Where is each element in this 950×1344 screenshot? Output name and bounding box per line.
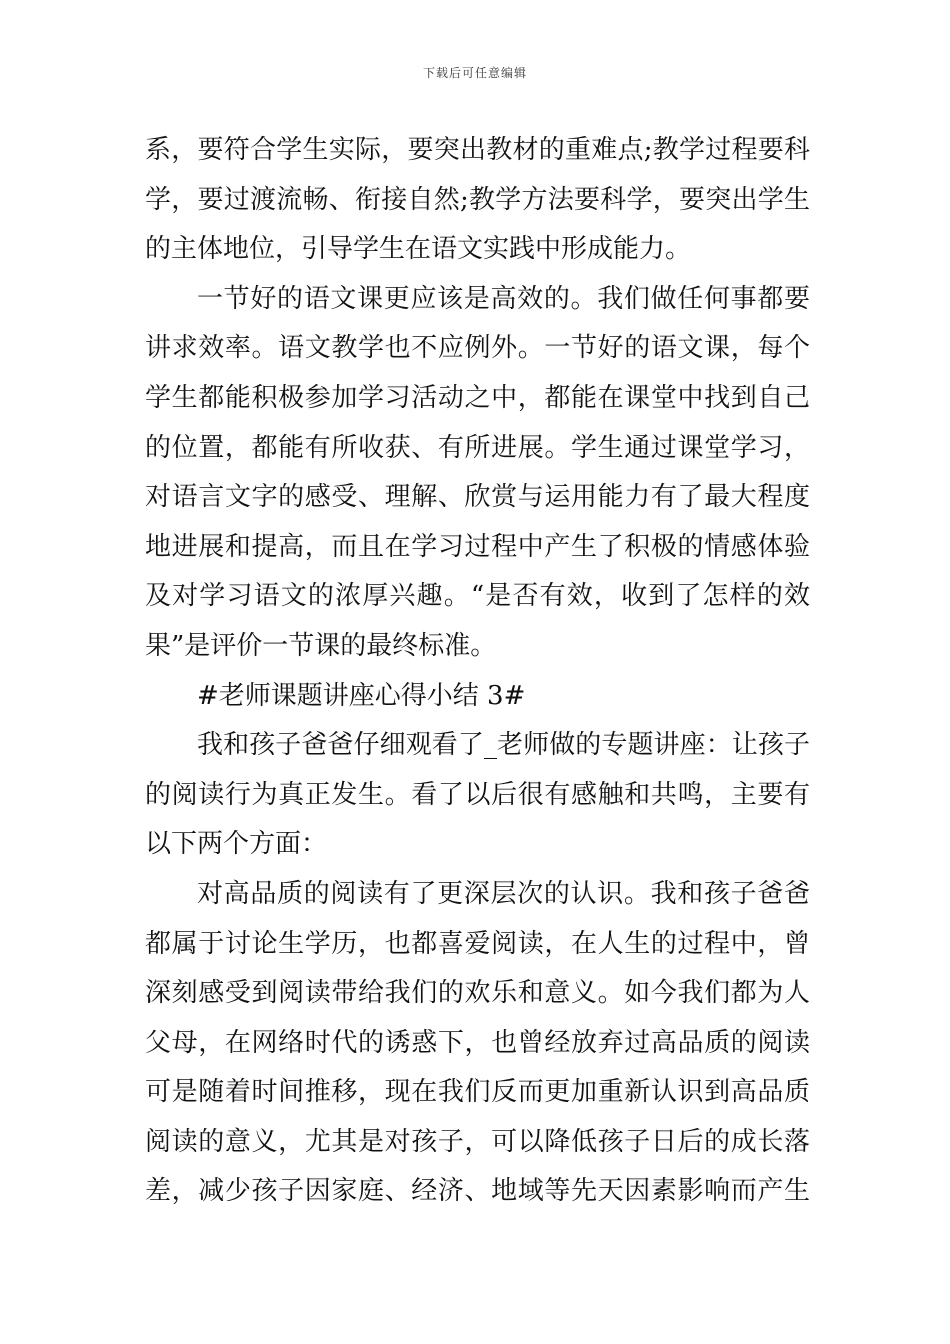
text-line: 的主体地位，引导学生在语文实践中形成能力。	[145, 234, 692, 265]
text-line: 系，要符合学生实际，要突出教材的重难点;教学过程要科	[145, 135, 810, 165]
text-line: 以下两个方面：	[145, 829, 328, 860]
text-line: 可是随着时间推移，现在我们反而更加重新认识到高品质	[145, 1077, 810, 1108]
text-line: 的位置，都能有所收获、有所进展。学生通过课堂学习，	[145, 432, 810, 463]
section-heading: #老师课题讲座心得小结 3#	[197, 680, 526, 711]
text-line: 一节好的语文课更应该是高效的。我们做任何事都要	[197, 283, 810, 314]
text-line: 及对学习语文的浓厚兴趣。“是否有效，收到了怎样的效	[145, 581, 810, 612]
text-line: 深刻感受到阅读带给我们的欢乐和意义。如今我们都为人	[145, 978, 810, 1009]
text-line: 父母，在网络时代的诱惑下，也曾经放弃过高品质的阅读	[145, 1027, 810, 1058]
text-line: 都属于讨论生学历，也都喜爱阅读，在人生的过程中，曾	[145, 928, 810, 959]
text-line: 阅读的意义，尤其是对孩子，可以降低孩子日后的成长落	[145, 1126, 810, 1157]
text-line: 讲求效率。语文教学也不应例外。一节好的语文课，每个	[145, 333, 810, 364]
text-line: 对语言文字的感受、理解、欣赏与运用能力有了最大程度	[145, 482, 810, 513]
text-line: 地进展和提高，而且在学习过程中产生了积极的情感体验	[145, 531, 810, 562]
text-line: 果”是评价一节课的最终标准。	[145, 630, 497, 661]
text-line: 的阅读行为真正发生。看了以后很有感触和共鸣，主要有	[145, 779, 810, 810]
page-header: 下载后可任意编辑	[422, 66, 527, 80]
text-line: 差，减少孩子因家庭、经济、地域等先天因素影响而产生	[145, 1176, 810, 1207]
text-line: 我和孩子爸爸仔细观看了_老师做的专题讲座：让孩子	[197, 730, 810, 761]
text-line: 学，要过渡流畅、衔接自然;教学方法要科学，要突出学生	[145, 184, 810, 215]
text-line: 学生都能积极参加学习活动之中，都能在课堂中找到自己	[145, 382, 810, 413]
document-body	[145, 126, 810, 1217]
text-line: 对高品质的阅读有了更深层次的认识。我和孩子爸爸	[197, 878, 810, 909]
